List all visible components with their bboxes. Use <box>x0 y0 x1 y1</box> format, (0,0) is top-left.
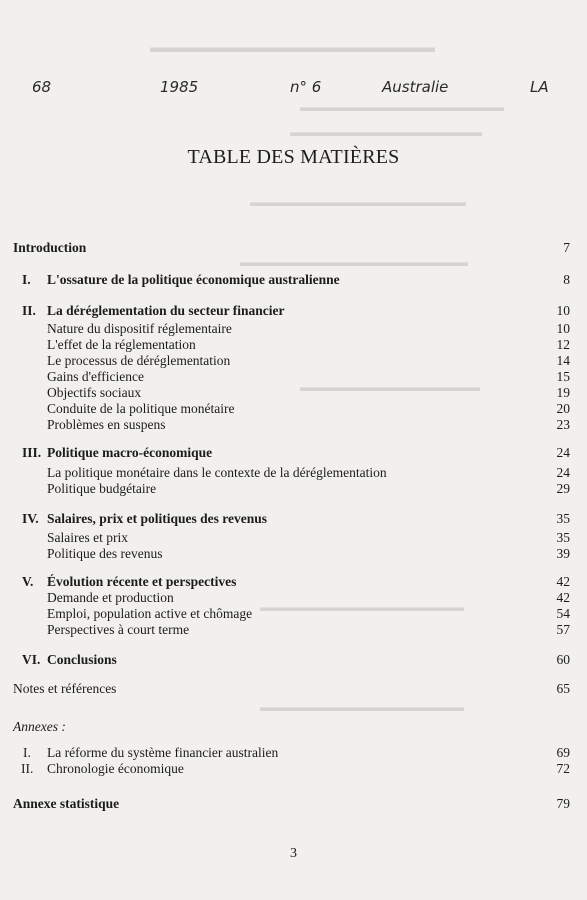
toc-entry-page: 42 <box>556 590 570 605</box>
toc-entry-label: Introduction <box>13 240 87 255</box>
toc-entry-label: Objectifs sociaux <box>47 385 142 400</box>
toc-entry-label: Évolution récente et perspectives <box>47 574 237 589</box>
toc-entry-page: 23 <box>556 417 570 432</box>
toc-entry-label: Problèmes en suspens <box>47 417 166 432</box>
toc-entry-label: Politique macro-économique <box>47 445 213 460</box>
toc-entry-page: 12 <box>556 337 570 352</box>
annexes-heading: Annexes : <box>13 719 66 734</box>
toc-entry-page: 24 <box>556 465 570 480</box>
page-title: TABLE DES MATIÈRES <box>187 146 400 168</box>
handwritten-note-code: LA <box>530 78 549 96</box>
toc-entry-label: La réforme du système financier australien <box>47 745 279 760</box>
toc-entry-label: Gains d'efficience <box>47 369 145 384</box>
handwritten-note-year: 1985 <box>160 78 199 96</box>
toc-entry-page: 20 <box>556 401 570 416</box>
toc-entry-page: 29 <box>556 481 570 496</box>
toc-entry-page: 8 <box>563 272 570 287</box>
toc-entry-number: V. <box>22 574 34 589</box>
toc-entry-label: Conduite de la politique monétaire <box>47 401 235 416</box>
toc-entry-page: 19 <box>556 385 570 400</box>
toc-entry-page: 24 <box>556 445 570 460</box>
handwritten-note-country: Australie <box>382 78 449 96</box>
toc-entry-number: IV. <box>22 511 39 526</box>
toc-entry-label: Conclusions <box>47 652 117 667</box>
toc-entry-label: Chronologie économique <box>47 761 184 776</box>
toc-entry-number: II. <box>21 761 34 776</box>
toc-entry-page: 35 <box>556 530 570 545</box>
toc-entry-label: L'effet de la réglementation <box>47 337 196 352</box>
toc-entry-page: 65 <box>556 681 570 696</box>
toc-entry-label: Le processus de déréglementation <box>47 353 231 368</box>
toc-entry-number: II. <box>22 303 36 318</box>
toc-entry-page: 7 <box>563 240 570 255</box>
toc-entry-label: Perspectives à court terme <box>47 622 190 637</box>
toc-entry-page: 15 <box>556 369 570 384</box>
toc-entry-label: Annexe statistique <box>13 796 120 811</box>
page-number: 3 <box>290 846 297 861</box>
toc-entry-page: 79 <box>556 796 570 811</box>
handwritten-note-issue: n° 6 <box>290 78 322 96</box>
toc-entry-page: 42 <box>556 574 570 589</box>
toc-entry-label: La politique monétaire dans le contexte de la déréglementation <box>47 465 387 480</box>
toc-entry-label: Politique des revenus <box>47 546 163 561</box>
reverse-side-bleed-through: ▬▬▬▬▬▬▬▬▬▬▬▬▬▬▬▬▬▬▬ ▬▬▬▬▬▬▬▬▬▬▬▬▬▬▬▬▬ ▬▬▬▬▬▬▬▬▬▬▬▬▬▬▬▬ ▬▬▬▬▬▬▬▬▬▬▬▬▬▬▬▬▬▬ ▬▬▬▬▬▬▬▬▬▬▬▬▬▬▬▬▬▬▬ ▬▬▬▬▬▬▬▬▬▬▬▬▬▬▬ ▬▬▬▬▬▬▬▬▬▬▬▬▬▬▬▬▬ ▬▬▬▬▬▬▬▬▬▬▬▬▬▬▬▬▬ <box>150 40 504 714</box>
toc-entry-page: 60 <box>556 652 570 667</box>
toc-entry-page: 69 <box>556 745 570 760</box>
toc-entry-page: 10 <box>556 321 570 336</box>
toc-entry-number: I. <box>22 272 31 287</box>
toc-entry-page: 54 <box>556 606 570 621</box>
handwritten-note-ref: 68 <box>32 78 52 96</box>
toc-entry-page: 72 <box>556 761 570 776</box>
toc-entry-label: Demande et production <box>47 590 174 605</box>
toc-entry-number: III. <box>22 445 42 460</box>
toc-entry-page: 10 <box>556 303 570 318</box>
toc-entry-label: Emploi, population active et chômage <box>47 606 253 621</box>
toc-entry-label: Notes et références <box>13 681 117 696</box>
toc-entry-label: La déréglementation du secteur financier <box>47 303 285 318</box>
toc-entry-page: 39 <box>556 546 570 561</box>
toc-entry-number: I. <box>23 745 31 760</box>
toc-entry-label: L'ossature de la politique économique australienne <box>47 272 340 287</box>
toc-entry-number: VI. <box>22 652 41 667</box>
toc-entry-page: 35 <box>556 511 570 526</box>
toc-entry-page: 57 <box>556 622 570 637</box>
toc-entry-page: 14 <box>556 353 570 368</box>
toc-entry-label: Nature du dispositif réglementaire <box>47 321 232 336</box>
toc-entry-label: Salaires et prix <box>47 530 128 545</box>
toc-entry-label: Salaires, prix et politiques des revenus <box>47 511 268 526</box>
toc-entry-label: Politique budgétaire <box>47 481 157 496</box>
